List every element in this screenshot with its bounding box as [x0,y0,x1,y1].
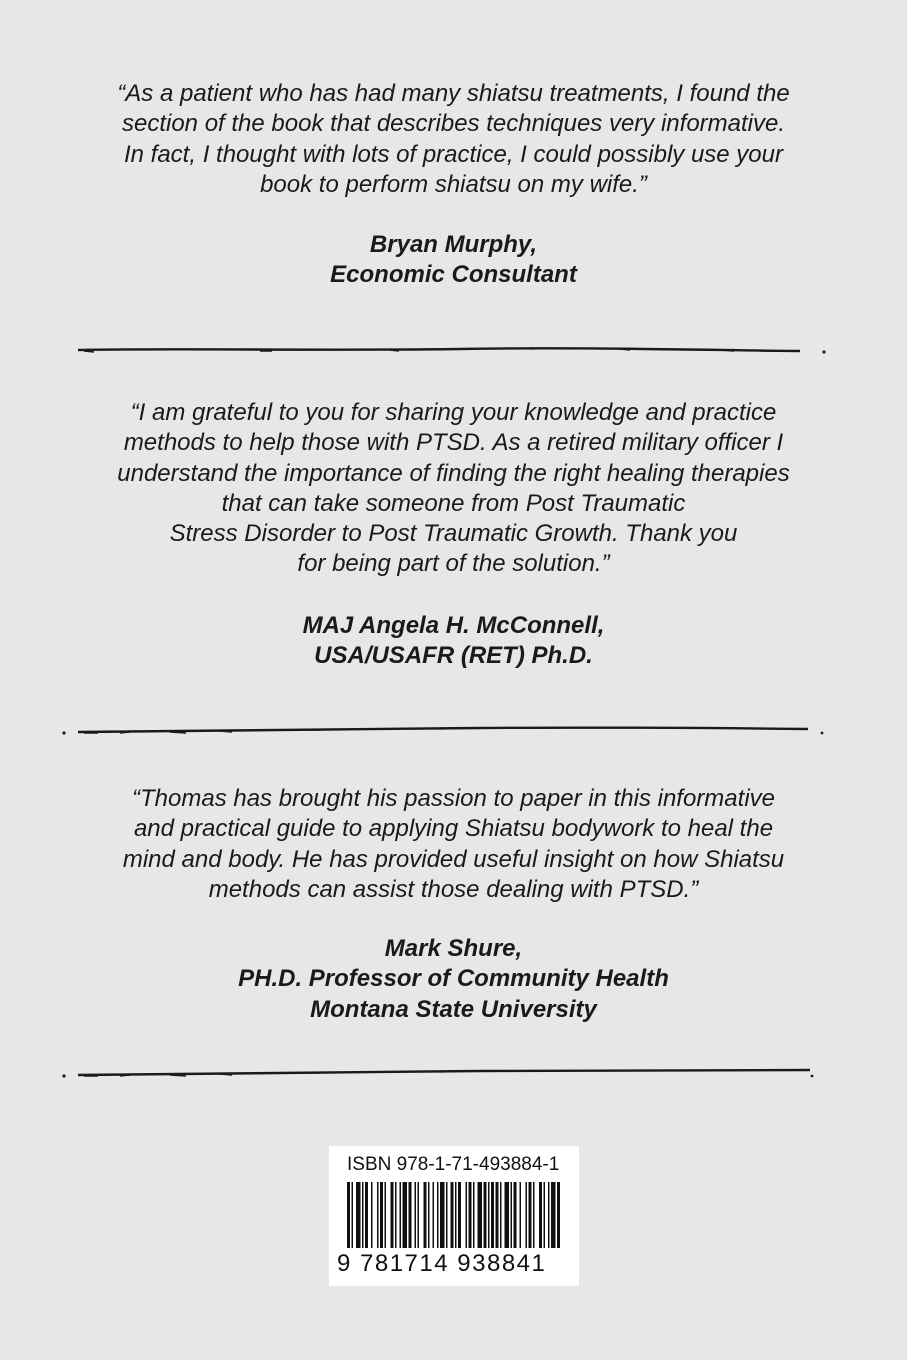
author-title: Economic Consultant [330,261,577,289]
quote-line: “Thomas has brought his passion to paper in this informative [132,785,775,812]
barcode-bar [500,1182,502,1248]
barcode-bar [428,1182,430,1248]
barcode-bar [347,1182,350,1248]
barcode-bar [371,1182,373,1248]
barcode-bar [440,1182,445,1248]
barcode-bar [418,1182,420,1248]
quote-line: methods to help those with PTSD. As a retired military officer I [123,429,784,457]
barcode-bar [400,1182,402,1248]
quote-line: Stress Disorder to Post Traumatic Growth. Thank you [169,520,738,548]
barcode-bar [533,1182,535,1248]
quote-line: for being part of the solution.” [297,550,610,578]
barcode-bar [539,1182,542,1248]
quote-line: “As a patient who has had many shiatsu treatments, I found the [117,80,790,107]
barcode-bar [473,1182,475,1248]
barcode-bar [488,1182,490,1248]
barcode-bar [409,1182,412,1248]
quote-line: section of the book that describes techniques very informative. [121,110,786,138]
barcode-bar [511,1182,513,1248]
barcode-bar [529,1182,532,1248]
barcode-bar [365,1182,368,1248]
barcode-bar [455,1182,457,1248]
section-divider-1 [60,340,840,360]
barcode-bar [352,1182,354,1248]
barcode-bar [478,1182,483,1248]
barcode-bar [424,1182,427,1248]
barcode-bar [446,1182,448,1248]
barcode-bar [395,1182,397,1248]
isbn-barcode [329,1146,579,1286]
testimonial-2-quote [60,398,847,580]
quote-line: that can take someone from Post Traumatic [221,489,686,517]
testimonial-3-quote [60,784,847,905]
barcode-bar [362,1182,364,1248]
author-name: Bryan Murphy, [369,231,538,258]
barcode-bar [496,1182,499,1248]
barcode-bar [385,1182,387,1248]
author-name: MAJ Angela H. McConnell, [302,612,605,639]
section-divider-2 [60,721,840,741]
author-title: USA/USAFR (RET) Ph.D. [314,642,593,670]
quote-line: methods can assist those dealing with PTSD.” [208,875,699,903]
barcode-bar [514,1182,517,1248]
barcode-bar [433,1182,435,1248]
quote-line: “I am grateful to you for sharing your knowledge and practice [130,399,777,426]
quote-line: understand the importance of finding the right healing therapies [117,459,790,487]
quote-line: mind and body. He has provided useful insight on how Shiatsu [122,845,785,873]
testimonial-1-author [60,230,847,291]
barcode-bar [415,1182,417,1248]
barcode-digits: 9 781714 938841 [337,1250,547,1277]
barcode-bar [520,1182,522,1248]
barcode-bar [491,1182,494,1248]
barcode-bar [451,1182,454,1248]
author-title: PH.D. Professor of Community Health [238,965,669,993]
section-divider-3 [60,1064,840,1084]
quote-line: book to perform shiatsu on my wife.” [260,170,647,198]
author-affiliation: Montana State University [310,995,597,1023]
barcode-bar [391,1182,394,1248]
barcode-bar [377,1182,379,1248]
barcode-bar [356,1182,361,1248]
barcode-bar [544,1182,546,1248]
barcode-bar [484,1182,487,1248]
barcode-bar [526,1182,528,1248]
isbn-label: ISBN 978-1-71-493884-1 [347,1154,560,1175]
barcode-bar [466,1182,468,1248]
barcode-bar [551,1182,556,1248]
quote-line: In fact, I thought with lots of practice, I could possibly use your [123,140,783,168]
testimonial-1-quote [60,79,847,200]
barcode-bars [347,1182,561,1248]
barcode-bar [469,1182,472,1248]
testimonial-2-author [60,611,847,672]
barcode-bar [458,1182,461,1248]
barcode-bar [437,1182,439,1248]
author-name: Mark Shure, [384,935,523,962]
barcode-bar [557,1182,560,1248]
barcode-bar [505,1182,510,1248]
testimonial-3-author [60,934,847,1025]
barcode-bar [403,1182,408,1248]
barcode-bar [548,1182,550,1248]
barcode-bar [380,1182,383,1248]
quote-line: and practical guide to applying Shiatsu bodywork to heal the [133,815,774,843]
